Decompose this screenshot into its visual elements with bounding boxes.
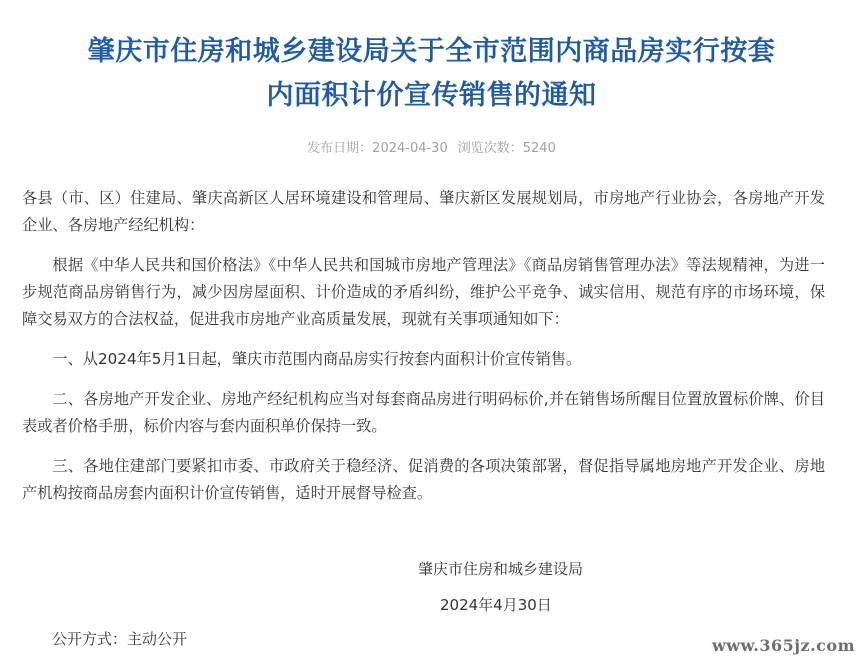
site-watermark: www.365jz.com [712, 636, 855, 655]
publish-date-label: 发布日期： [307, 141, 373, 156]
publish-meta [0, 140, 863, 158]
publish-date: 2024-04-30 [372, 141, 448, 156]
item-3-paragraph: 三、各地住建部门要紧扣市委、市政府关于稳经济、促消费的各项决策部署，督促指导属地房地产开发企业、房地产机构按商品房套内面积计价宣传销售，适时开展督导检查。 [22, 457, 825, 502]
document-title [10, 30, 853, 118]
document-title-line-2: 内面积计价宣传销售的通知 [266, 80, 597, 111]
issuing-authority: 肇庆市住房和城乡建设局 [418, 560, 584, 578]
salutation-paragraph: 各县（市、区）住建局、肇庆高新区人居环境建设和管理局、肇庆新区发展规划局，市房地产行业协会，各房地产开发企业、各房地产经纪机构： [22, 189, 825, 234]
intro-paragraph: 根据《中华人民共和国价格法》《中华人民共和国城市房地产管理法》《商品房销售管理办法》等法规精神，为进一步规范商品房销售行为，减少因房屋面积、计价造成的矛盾纠纷，维护公平竞争、诚实信用、规范有序的市场环境，保障交易双方的合法权益，促进我市房地产业高质量发展，现就有关事项通知如下： [22, 256, 825, 328]
item-2-paragraph: 二、各房地产开发企业、房地产经纪机构应当对每套商品房进行明码标价,并在销售场所醒目位置放置标价牌、价目表或者价格手册，标价内容与套内面积单价保持一致。 [22, 390, 825, 435]
item-1-paragraph: 一、从2024年5月1日起，肇庆市范围内商品房实行按套内面积计价宣传销售。 [52, 350, 582, 368]
view-count: 5240 [522, 141, 556, 156]
disclosure-method: 公开方式：主动公开 [52, 630, 188, 648]
document-title-line-1: 肇庆市住房和城乡建设局关于全市范围内商品房实行按套 [87, 36, 776, 67]
view-count-label: 浏览次数： [457, 141, 523, 156]
signing-date: 2024年4月30日 [440, 596, 552, 614]
document-body [22, 185, 825, 520]
